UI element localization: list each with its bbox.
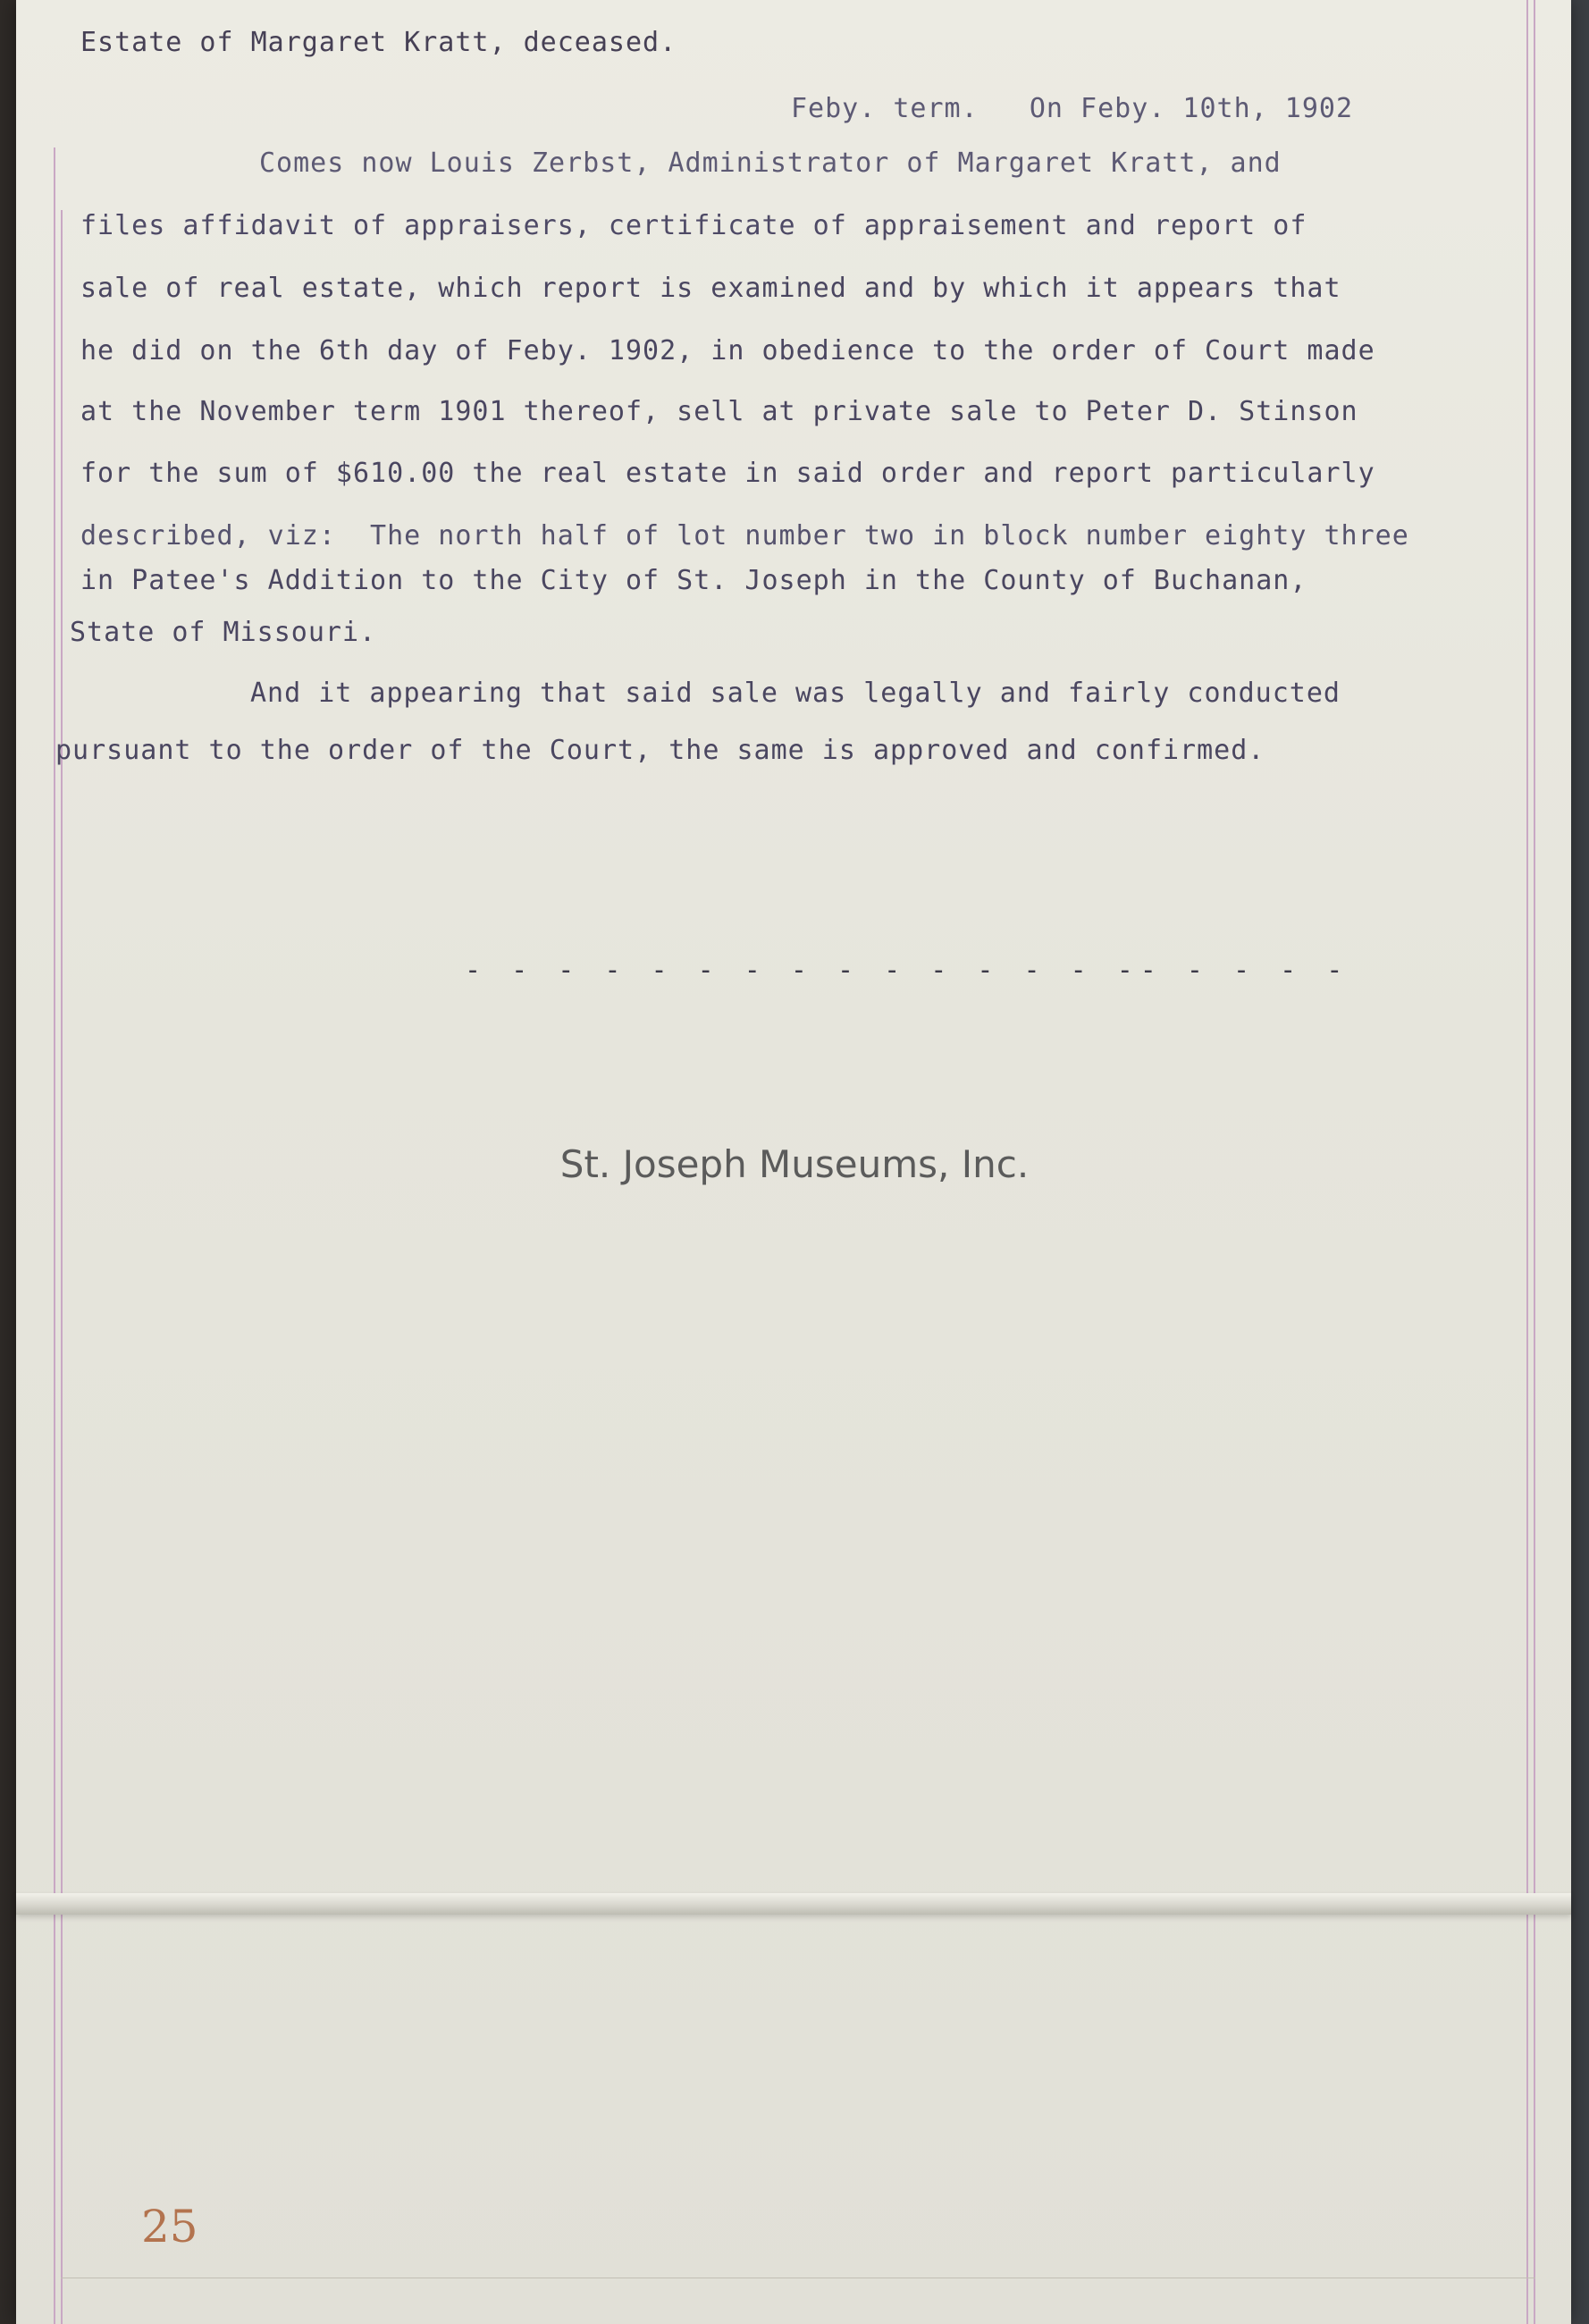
page-number: 25: [141, 2201, 198, 2252]
left-margin-rule-inner: [61, 210, 63, 2324]
paragraph-1-line-5: at the November term 1901 thereof, sell at private sale to Peter D. Stinson: [80, 396, 1358, 427]
paragraph-1-line-7: described, viz: The north half of lot number two in block number eighty three: [80, 520, 1409, 552]
left-margin-rule: [54, 147, 55, 2324]
paragraph-1-line-1: Comes now Louis Zerbst, Administrator of Margaret Kratt, and: [259, 147, 1282, 179]
estate-heading: Estate of Margaret Kratt, deceased.: [80, 27, 677, 58]
paragraph-1-line-8: in Patee's Addition to the City of St. Joseph in the County of Buchanan,: [80, 565, 1307, 596]
term-date-line: Feby. term. On Feby. 10th, 1902: [791, 93, 1354, 124]
paragraph-1-line-2: files affidavit of appraisers, certificate of appraisement and report of: [80, 210, 1307, 241]
paragraph-1-line-4: he did on the 6th day of Feby. 1902, in obedience to the order of Court made: [80, 335, 1375, 366]
paragraph-1-line-3: sale of real estate, which report is examined and by which it appears that: [80, 273, 1341, 304]
paragraph-1-line-9: State of Missouri.: [70, 617, 377, 648]
dashed-separator: - - - - - - - - - - - - - - -- - - - -: [465, 955, 1350, 986]
paragraph-1-line-6: for the sum of $610.00 the real estate in said order and report particularly: [80, 458, 1375, 489]
museum-watermark: St. Joseph Museums, Inc.: [559, 1142, 1030, 1186]
paragraph-2-line-2: pursuant to the order of the Court, the same is approved and confirmed.: [55, 735, 1265, 766]
paragraph-2-line-1: And it appearing that said sale was legally and fairly conducted: [250, 678, 1341, 709]
page-fold: [16, 1893, 1571, 1915]
